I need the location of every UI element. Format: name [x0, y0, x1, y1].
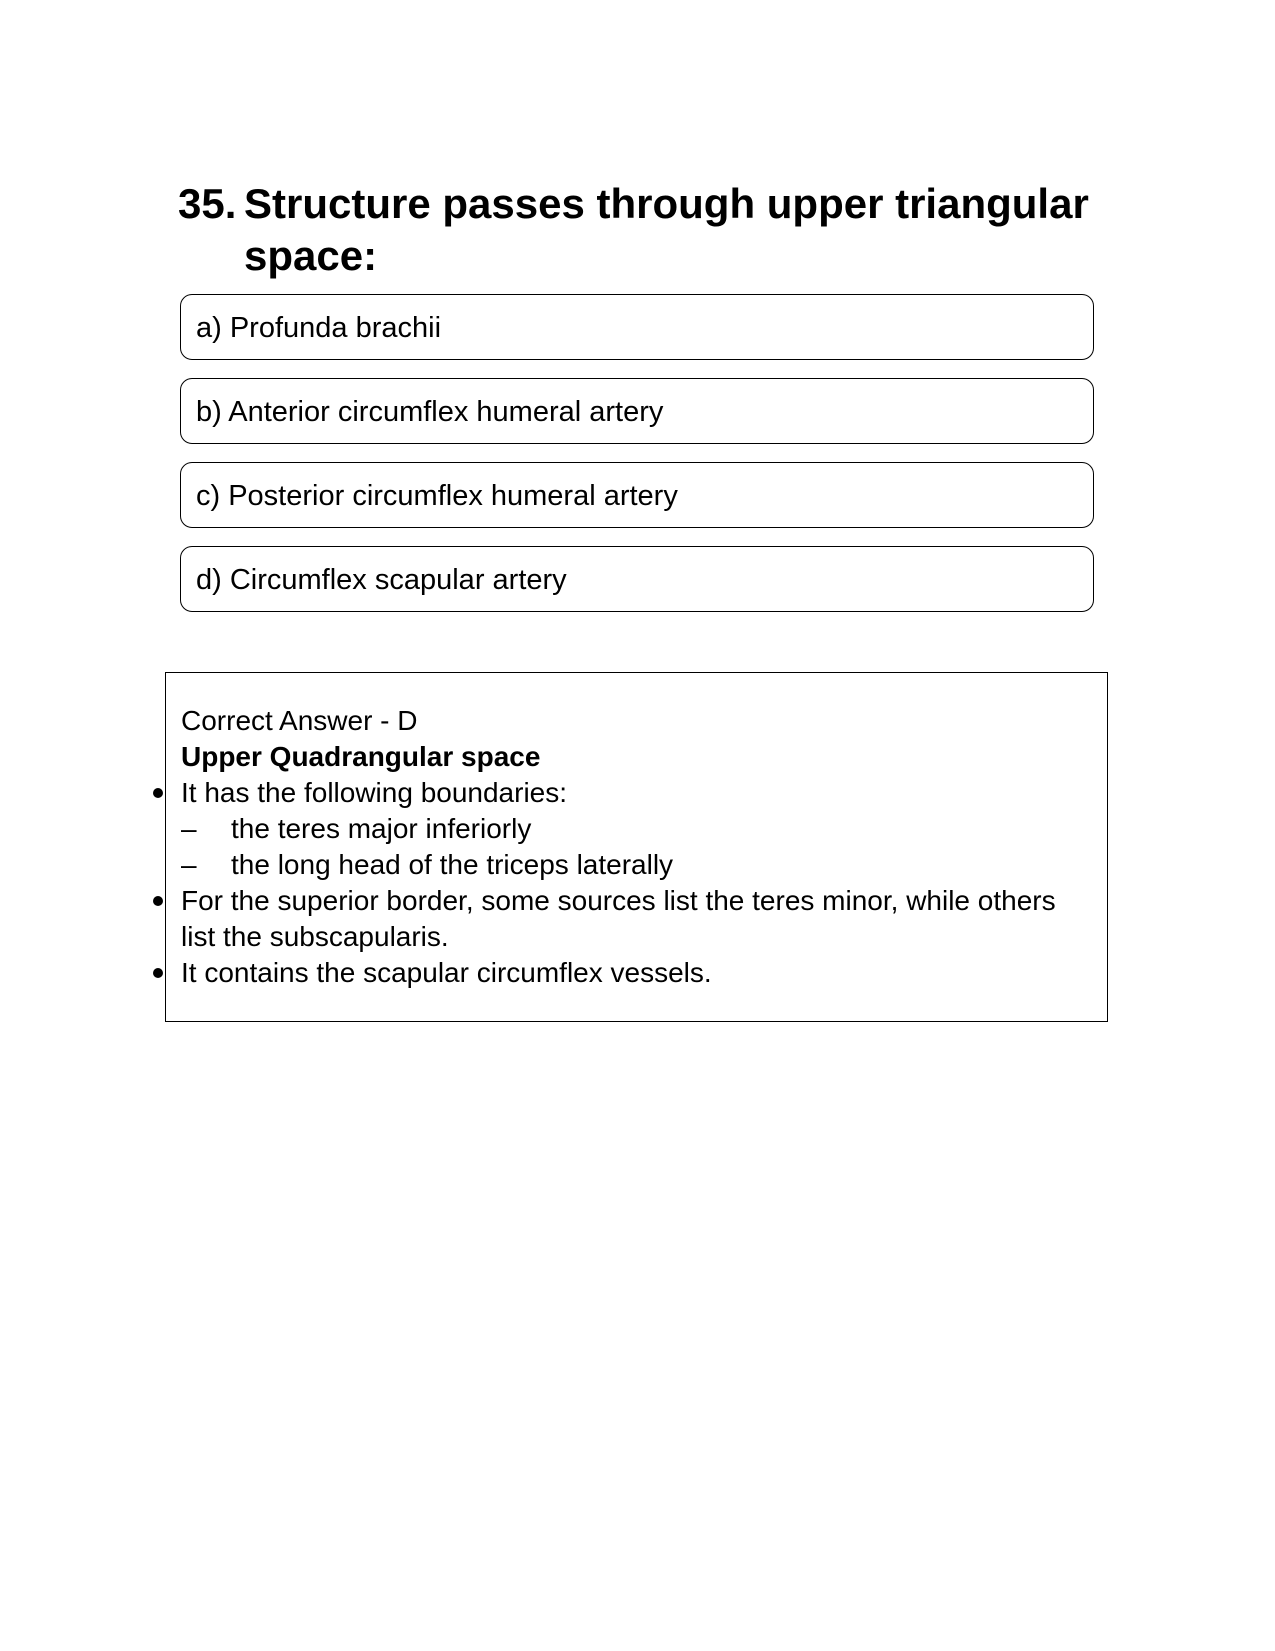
- answer-explanation: [181, 703, 1081, 991]
- option-c[interactable]: [180, 462, 1094, 528]
- explanation-heading: Upper Quadrangular space: [181, 741, 541, 772]
- bullet-item: It has the following boundaries:: [181, 775, 1081, 811]
- sub-item-text: the long head of the triceps laterally: [231, 849, 674, 880]
- option-a-label: a) Profunda brachii: [196, 312, 442, 344]
- sub-item-text: the teres major inferiorly: [231, 813, 532, 844]
- question-text: Structure passes through upper triangular space:: [244, 180, 1089, 279]
- dash-marker: –: [181, 849, 197, 880]
- correct-answer: Correct Answer - D: [181, 705, 418, 736]
- sub-item: [181, 811, 1081, 847]
- question-number: 35.: [178, 180, 237, 227]
- option-b-label: b) Anterior circumflex humeral artery: [196, 396, 664, 428]
- option-d[interactable]: [180, 546, 1094, 612]
- sub-item: [181, 847, 1081, 883]
- option-a[interactable]: [180, 294, 1094, 360]
- option-b[interactable]: [180, 378, 1094, 444]
- option-c-label: c) Posterior circumflex humeral artery: [196, 480, 678, 512]
- question-heading: [178, 178, 1098, 282]
- bullet-item: It contains the scapular circumflex vessels.: [181, 955, 1081, 991]
- bullet-item: For the superior border, some sources list the teres minor, while others list the subscapularis.: [181, 883, 1081, 955]
- option-d-label: d) Circumflex scapular artery: [196, 564, 567, 596]
- dash-marker: –: [181, 813, 197, 844]
